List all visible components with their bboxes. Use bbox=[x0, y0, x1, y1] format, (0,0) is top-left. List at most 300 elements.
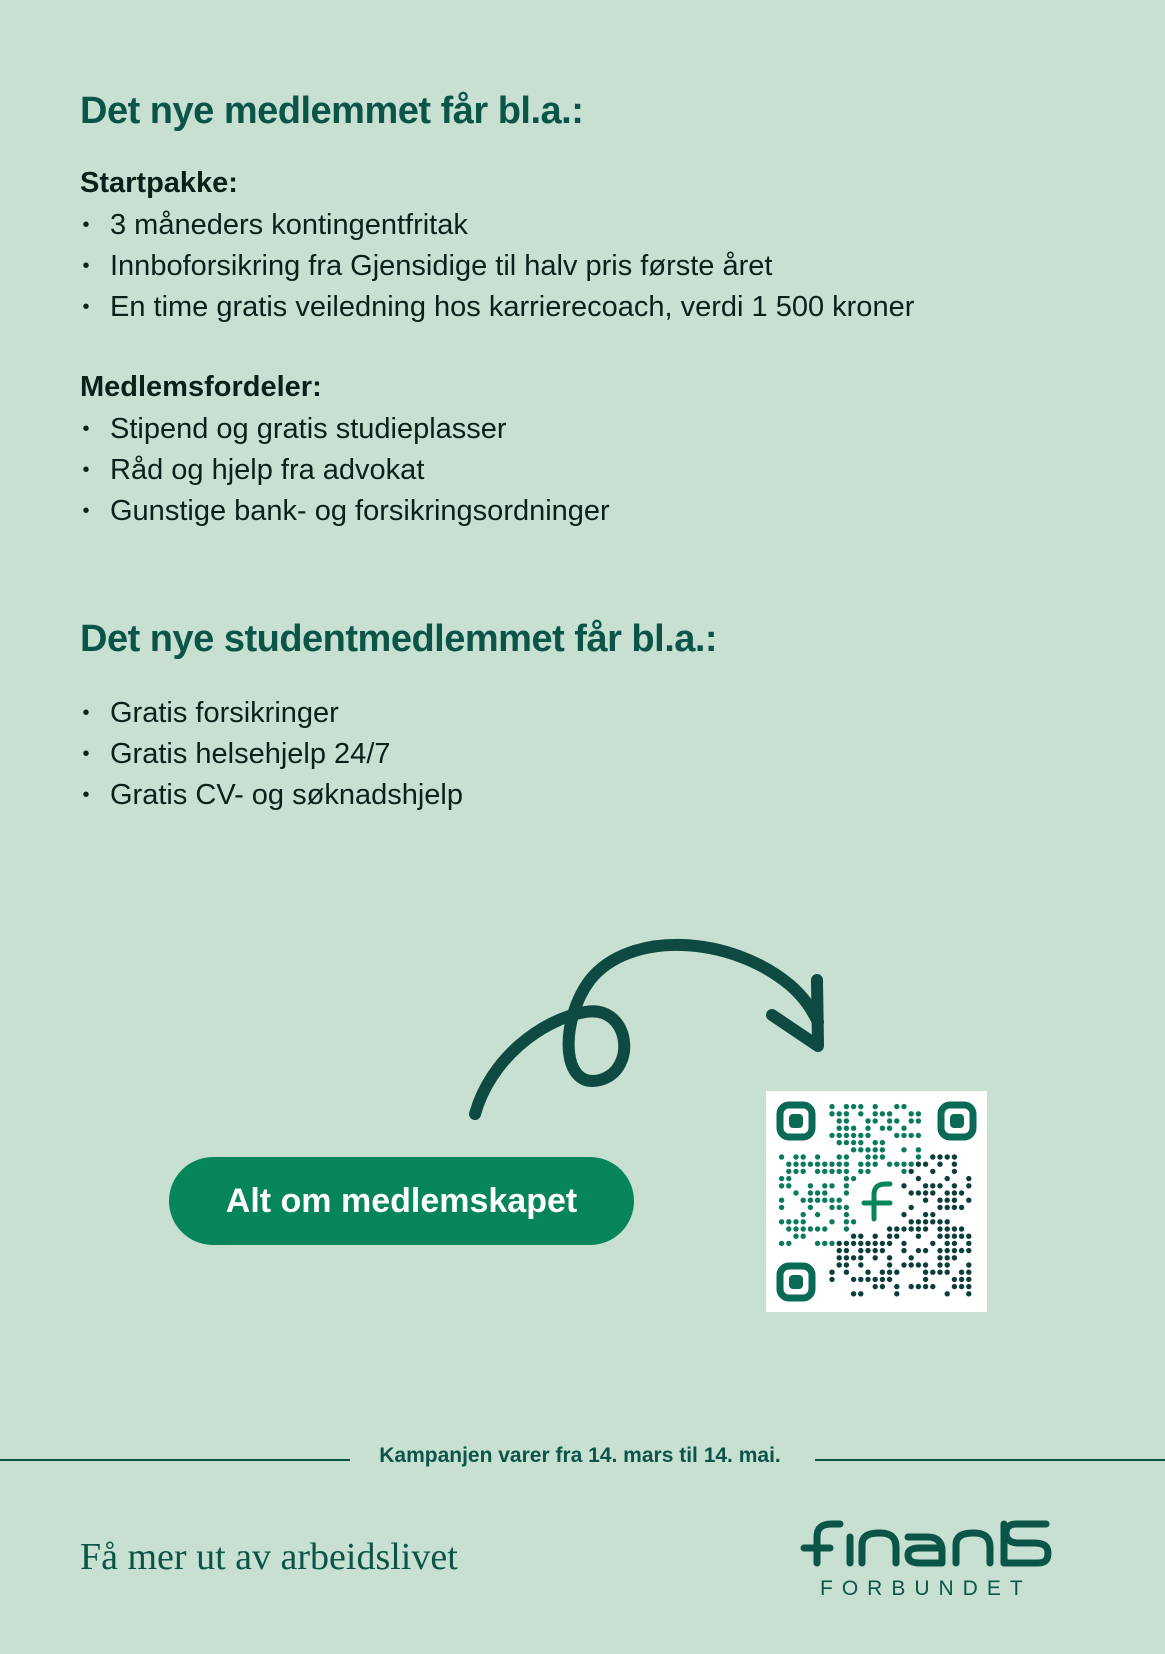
qr-module bbox=[901, 1147, 906, 1152]
qr-module bbox=[851, 1255, 856, 1260]
qr-module bbox=[930, 1212, 935, 1217]
qr-module bbox=[829, 1241, 834, 1246]
qr-module bbox=[858, 1169, 863, 1174]
qr-module bbox=[873, 1118, 878, 1123]
qr-module bbox=[779, 1183, 784, 1188]
qr-module bbox=[844, 1104, 849, 1109]
qr-module bbox=[786, 1176, 791, 1181]
tagline: Få mer ut av arbeidslivet bbox=[80, 1536, 458, 1578]
qr-module bbox=[865, 1126, 870, 1131]
logo-subtitle: FORBUNDET bbox=[820, 1577, 1032, 1600]
qr-module bbox=[923, 1277, 928, 1282]
qr-module bbox=[952, 1198, 957, 1203]
bullet-icon: • bbox=[82, 500, 90, 522]
qr-module bbox=[858, 1140, 863, 1145]
qr-module bbox=[937, 1183, 942, 1188]
qr-module bbox=[858, 1111, 863, 1116]
list-item: • Innboforsikring fra Gjensidige til halv pris første året bbox=[80, 246, 914, 287]
qr-module bbox=[880, 1277, 885, 1282]
qr-module bbox=[844, 1248, 849, 1253]
qr-module bbox=[858, 1248, 863, 1253]
qr-module bbox=[837, 1118, 842, 1123]
qr-module bbox=[887, 1241, 892, 1246]
qr-module bbox=[916, 1154, 921, 1159]
list-item: • Gratis helsehjelp 24/7 bbox=[80, 734, 463, 775]
qr-module bbox=[952, 1277, 957, 1282]
qr-module bbox=[829, 1162, 834, 1167]
qr-module bbox=[901, 1241, 906, 1246]
qr-module bbox=[916, 1190, 921, 1195]
qr-module bbox=[829, 1111, 834, 1116]
qr-module bbox=[865, 1169, 870, 1174]
qr-module bbox=[966, 1198, 971, 1203]
qr-module bbox=[916, 1226, 921, 1231]
qr-module bbox=[945, 1291, 950, 1296]
qr-module bbox=[880, 1248, 885, 1253]
qr-module bbox=[779, 1205, 784, 1210]
qr-module bbox=[930, 1241, 935, 1246]
qr-module bbox=[786, 1169, 791, 1174]
qr-module bbox=[808, 1190, 813, 1195]
qr-module bbox=[952, 1205, 957, 1210]
qr-module bbox=[916, 1176, 921, 1181]
qr-module bbox=[966, 1284, 971, 1289]
qr-module bbox=[923, 1162, 928, 1167]
qr-module bbox=[829, 1270, 834, 1275]
qr-module bbox=[901, 1183, 906, 1188]
qr-module bbox=[829, 1183, 834, 1188]
qr-module bbox=[851, 1234, 856, 1239]
qr-module bbox=[837, 1241, 842, 1246]
qr-module bbox=[952, 1284, 957, 1289]
qr-module bbox=[808, 1162, 813, 1167]
qr-module bbox=[779, 1198, 784, 1203]
qr-module bbox=[786, 1226, 791, 1231]
qr-module bbox=[851, 1176, 856, 1181]
qr-module bbox=[786, 1241, 791, 1246]
qr-module bbox=[858, 1104, 863, 1109]
bullet-icon: • bbox=[82, 702, 90, 724]
qr-module bbox=[808, 1198, 813, 1203]
qr-module bbox=[966, 1291, 971, 1296]
qr-module bbox=[844, 1241, 849, 1246]
qr-module bbox=[829, 1169, 834, 1174]
qr-module bbox=[844, 1169, 849, 1174]
qr-module bbox=[786, 1219, 791, 1224]
qr-module bbox=[945, 1176, 950, 1181]
qr-module bbox=[837, 1140, 842, 1145]
qr-module bbox=[959, 1234, 964, 1239]
qr-module bbox=[822, 1226, 827, 1231]
qr-module bbox=[880, 1284, 885, 1289]
qr-module bbox=[865, 1118, 870, 1123]
qr-module bbox=[901, 1126, 906, 1131]
qr-module bbox=[837, 1162, 842, 1167]
qr-module bbox=[930, 1284, 935, 1289]
qr-module bbox=[844, 1126, 849, 1131]
qr-module bbox=[837, 1169, 842, 1174]
qr-module bbox=[865, 1270, 870, 1275]
qr-module bbox=[808, 1183, 813, 1188]
qr-module bbox=[844, 1133, 849, 1138]
qr-module bbox=[851, 1241, 856, 1246]
qr-module bbox=[930, 1190, 935, 1195]
qr-module bbox=[937, 1255, 942, 1260]
bullet-icon: • bbox=[82, 255, 90, 277]
campaign-dates: Kampanjen varer fra 14. mars til 14. mai. bbox=[379, 1444, 781, 1467]
qr-module bbox=[952, 1226, 957, 1231]
qr-module bbox=[793, 1162, 798, 1167]
qr-module bbox=[945, 1205, 950, 1210]
qr-module bbox=[916, 1133, 921, 1138]
qr-module bbox=[937, 1198, 942, 1203]
qr-module bbox=[815, 1162, 820, 1167]
qr-module bbox=[801, 1219, 806, 1224]
qr-module bbox=[815, 1226, 820, 1231]
qr-module bbox=[966, 1248, 971, 1253]
qr-module bbox=[880, 1147, 885, 1152]
qr-module bbox=[858, 1241, 863, 1246]
qr-module bbox=[844, 1162, 849, 1167]
qr-module bbox=[887, 1118, 892, 1123]
qr-module bbox=[916, 1262, 921, 1267]
section-heading-student: Det nye studentmedlemmet får bl.a.: bbox=[80, 618, 718, 660]
qr-module bbox=[887, 1255, 892, 1260]
qr-module bbox=[909, 1262, 914, 1267]
qr-module bbox=[822, 1169, 827, 1174]
bullet-icon: • bbox=[82, 784, 90, 806]
qr-module bbox=[793, 1219, 798, 1224]
list-item: • Stipend og gratis studieplasser bbox=[80, 409, 610, 450]
qr-module bbox=[916, 1111, 921, 1116]
qr-module bbox=[945, 1234, 950, 1239]
qr-module bbox=[952, 1248, 957, 1253]
qr-module bbox=[851, 1140, 856, 1145]
qr-module bbox=[966, 1277, 971, 1282]
qr-module bbox=[815, 1190, 820, 1195]
qr-module bbox=[844, 1140, 849, 1145]
qr-module bbox=[880, 1140, 885, 1145]
qr-module bbox=[894, 1118, 899, 1123]
qr-module bbox=[858, 1162, 863, 1167]
qr-module bbox=[916, 1118, 921, 1123]
qr-module bbox=[894, 1226, 899, 1231]
qr-module bbox=[909, 1219, 914, 1224]
qr-module bbox=[844, 1212, 849, 1217]
qr-module bbox=[837, 1154, 842, 1159]
qr-module bbox=[959, 1284, 964, 1289]
qr-module bbox=[844, 1176, 849, 1181]
qr-module bbox=[844, 1183, 849, 1188]
qr-module bbox=[865, 1154, 870, 1159]
qr-module bbox=[815, 1241, 820, 1246]
qr-module bbox=[916, 1284, 921, 1289]
qr-module bbox=[815, 1212, 820, 1217]
qr-module bbox=[880, 1270, 885, 1275]
qr-module bbox=[793, 1190, 798, 1195]
bullet-icon: • bbox=[82, 296, 90, 318]
qr-module bbox=[779, 1219, 784, 1224]
qr-code-icon bbox=[766, 1091, 987, 1312]
qr-module bbox=[851, 1126, 856, 1131]
qr-module bbox=[887, 1270, 892, 1275]
qr-module bbox=[952, 1255, 957, 1260]
qr-module bbox=[837, 1248, 842, 1253]
qr-module bbox=[937, 1154, 942, 1159]
qr-module bbox=[865, 1241, 870, 1246]
list-item: • Gratis forsikringer bbox=[80, 693, 463, 734]
qr-module bbox=[945, 1255, 950, 1260]
qr-module bbox=[844, 1219, 849, 1224]
qr-module bbox=[923, 1190, 928, 1195]
qr-module bbox=[959, 1190, 964, 1195]
list-item: • Gunstige bank- og forsikringsordninger bbox=[80, 491, 610, 532]
qr-module bbox=[873, 1277, 878, 1282]
qr-module bbox=[887, 1277, 892, 1282]
qr-module bbox=[894, 1291, 899, 1296]
qr-module bbox=[966, 1241, 971, 1246]
qr-module bbox=[844, 1255, 849, 1260]
qr-module bbox=[801, 1234, 806, 1239]
qr-module bbox=[887, 1126, 892, 1131]
qr-module bbox=[959, 1277, 964, 1282]
qr-module bbox=[887, 1262, 892, 1267]
divider-left bbox=[0, 1459, 350, 1461]
qr-module bbox=[909, 1162, 914, 1167]
qr-module bbox=[822, 1162, 827, 1167]
qr-module bbox=[815, 1198, 820, 1203]
qr-module bbox=[873, 1111, 878, 1116]
qr-module bbox=[901, 1226, 906, 1231]
qr-module bbox=[865, 1147, 870, 1152]
qr-module bbox=[894, 1270, 899, 1275]
qr-module bbox=[837, 1133, 842, 1138]
qr-module bbox=[966, 1183, 971, 1188]
qr-module bbox=[909, 1169, 914, 1174]
qr-module bbox=[909, 1190, 914, 1195]
qr-module bbox=[937, 1219, 942, 1224]
qr-module bbox=[873, 1284, 878, 1289]
qr-module bbox=[779, 1154, 784, 1159]
bullet-icon: • bbox=[82, 418, 90, 440]
qr-module bbox=[844, 1205, 849, 1210]
qr-module bbox=[952, 1234, 957, 1239]
qr-module bbox=[844, 1270, 849, 1275]
qr-code[interactable] bbox=[766, 1091, 987, 1312]
qr-module bbox=[909, 1255, 914, 1260]
qr-module bbox=[901, 1169, 906, 1174]
qr-module bbox=[779, 1176, 784, 1181]
qr-module bbox=[901, 1104, 906, 1109]
list-item: • En time gratis veiledning hos karrierecoach, verdi 1 500 kroner bbox=[80, 287, 914, 328]
qr-module bbox=[916, 1219, 921, 1224]
qr-module bbox=[880, 1111, 885, 1116]
qr-module bbox=[858, 1255, 863, 1260]
qr-module bbox=[837, 1255, 842, 1260]
qr-module bbox=[887, 1234, 892, 1239]
qr-module bbox=[930, 1183, 935, 1188]
qr-module bbox=[858, 1147, 863, 1152]
qr-module bbox=[945, 1190, 950, 1195]
qr-module bbox=[793, 1169, 798, 1174]
section-heading-member: Det nye medlemmet får bl.a.: bbox=[80, 90, 584, 132]
qr-module bbox=[851, 1104, 856, 1109]
qr-module bbox=[822, 1198, 827, 1203]
qr-module bbox=[894, 1284, 899, 1289]
qr-module bbox=[923, 1270, 928, 1275]
qr-module bbox=[851, 1277, 856, 1282]
qr-module bbox=[923, 1212, 928, 1217]
qr-module bbox=[894, 1133, 899, 1138]
qr-module bbox=[829, 1219, 834, 1224]
qr-module bbox=[815, 1169, 820, 1174]
qr-module bbox=[937, 1205, 942, 1210]
qr-module bbox=[930, 1270, 935, 1275]
startpakke-label: Startpakke: bbox=[80, 167, 238, 199]
qr-module bbox=[937, 1248, 942, 1253]
qr-module bbox=[887, 1111, 892, 1116]
qr-module bbox=[930, 1169, 935, 1174]
qr-module bbox=[901, 1133, 906, 1138]
qr-module bbox=[801, 1212, 806, 1217]
qr-module bbox=[952, 1162, 957, 1167]
qr-module bbox=[901, 1248, 906, 1253]
qr-module bbox=[945, 1226, 950, 1231]
qr-module bbox=[909, 1133, 914, 1138]
membership-button[interactable]: Alt om medlemskapet bbox=[169, 1157, 634, 1245]
qr-module bbox=[880, 1241, 885, 1246]
bullet-icon: • bbox=[82, 459, 90, 481]
qr-module bbox=[865, 1133, 870, 1138]
qr-module bbox=[837, 1205, 842, 1210]
qr-module bbox=[844, 1190, 849, 1195]
qr-module bbox=[916, 1248, 921, 1253]
qr-module bbox=[894, 1162, 899, 1167]
qr-module bbox=[801, 1162, 806, 1167]
qr-module bbox=[937, 1262, 942, 1267]
qr-module bbox=[844, 1111, 849, 1116]
divider-right bbox=[815, 1459, 1165, 1461]
qr-module bbox=[873, 1255, 878, 1260]
qr-module bbox=[909, 1118, 914, 1123]
qr-module bbox=[851, 1291, 856, 1296]
qr-module bbox=[829, 1205, 834, 1210]
qr-module bbox=[945, 1154, 950, 1159]
qr-module bbox=[786, 1183, 791, 1188]
bullet-icon: • bbox=[82, 214, 90, 236]
qr-module bbox=[801, 1198, 806, 1203]
qr-module bbox=[844, 1226, 849, 1231]
fordeler-label: Medlemsfordeler: bbox=[80, 371, 322, 403]
qr-module bbox=[937, 1270, 942, 1275]
qr-module bbox=[779, 1241, 784, 1246]
qr-module bbox=[901, 1262, 906, 1267]
qr-module bbox=[909, 1205, 914, 1210]
qr-module bbox=[815, 1154, 820, 1159]
qr-module bbox=[916, 1162, 921, 1167]
qr-module bbox=[930, 1219, 935, 1224]
qr-module bbox=[822, 1183, 827, 1188]
qr-module bbox=[923, 1219, 928, 1224]
qr-module bbox=[873, 1162, 878, 1167]
qr-module bbox=[909, 1284, 914, 1289]
qr-module bbox=[959, 1248, 964, 1253]
qr-module bbox=[829, 1133, 834, 1138]
qr-module bbox=[822, 1241, 827, 1246]
qr-module bbox=[837, 1126, 842, 1131]
qr-module bbox=[945, 1248, 950, 1253]
qr-module bbox=[966, 1234, 971, 1239]
qr-module bbox=[865, 1277, 870, 1282]
qr-module bbox=[909, 1226, 914, 1231]
qr-module bbox=[851, 1147, 856, 1152]
qr-module bbox=[801, 1226, 806, 1231]
qr-module bbox=[887, 1162, 892, 1167]
qr-module bbox=[966, 1176, 971, 1181]
qr-module bbox=[923, 1226, 928, 1231]
qr-module bbox=[880, 1126, 885, 1131]
qr-module bbox=[945, 1241, 950, 1246]
qr-module bbox=[887, 1226, 892, 1231]
qr-module bbox=[808, 1226, 813, 1231]
qr-module bbox=[858, 1234, 863, 1239]
qr-module bbox=[873, 1241, 878, 1246]
qr-module bbox=[952, 1183, 957, 1188]
qr-module bbox=[966, 1270, 971, 1275]
qr-module bbox=[945, 1270, 950, 1275]
qr-module bbox=[901, 1212, 906, 1217]
qr-module bbox=[923, 1248, 928, 1253]
qr-module bbox=[858, 1277, 863, 1282]
qr-module bbox=[901, 1162, 906, 1167]
qr-module bbox=[923, 1183, 928, 1188]
qr-module bbox=[801, 1169, 806, 1174]
qr-module bbox=[844, 1118, 849, 1123]
qr-module bbox=[930, 1154, 935, 1159]
qr-module bbox=[873, 1154, 878, 1159]
qr-module bbox=[952, 1190, 957, 1195]
list-item: • Råd og hjelp fra advokat bbox=[80, 450, 610, 491]
qr-module bbox=[829, 1104, 834, 1109]
qr-module bbox=[865, 1248, 870, 1253]
qr-module bbox=[880, 1154, 885, 1159]
qr-module bbox=[793, 1234, 798, 1239]
qr-module bbox=[844, 1262, 849, 1267]
qr-module bbox=[801, 1154, 806, 1159]
qr-module bbox=[858, 1262, 863, 1267]
qr-module bbox=[966, 1262, 971, 1267]
qr-module bbox=[945, 1262, 950, 1267]
qr-module bbox=[909, 1111, 914, 1116]
qr-module bbox=[858, 1133, 863, 1138]
list-item: • 3 måneders kontingentfritak bbox=[80, 205, 914, 246]
qr-module bbox=[959, 1270, 964, 1275]
qr-module bbox=[873, 1147, 878, 1152]
qr-module bbox=[851, 1219, 856, 1224]
qr-module bbox=[923, 1198, 928, 1203]
qr-module bbox=[959, 1226, 964, 1231]
qr-module bbox=[937, 1226, 942, 1231]
qr-module bbox=[894, 1234, 899, 1239]
qr-module bbox=[837, 1111, 842, 1116]
qr-module bbox=[829, 1198, 834, 1203]
qr-module bbox=[923, 1262, 928, 1267]
qr-module bbox=[952, 1169, 957, 1174]
qr-module bbox=[873, 1248, 878, 1253]
qr-module bbox=[837, 1262, 842, 1267]
qr-module bbox=[937, 1234, 942, 1239]
qr-module bbox=[952, 1241, 957, 1246]
